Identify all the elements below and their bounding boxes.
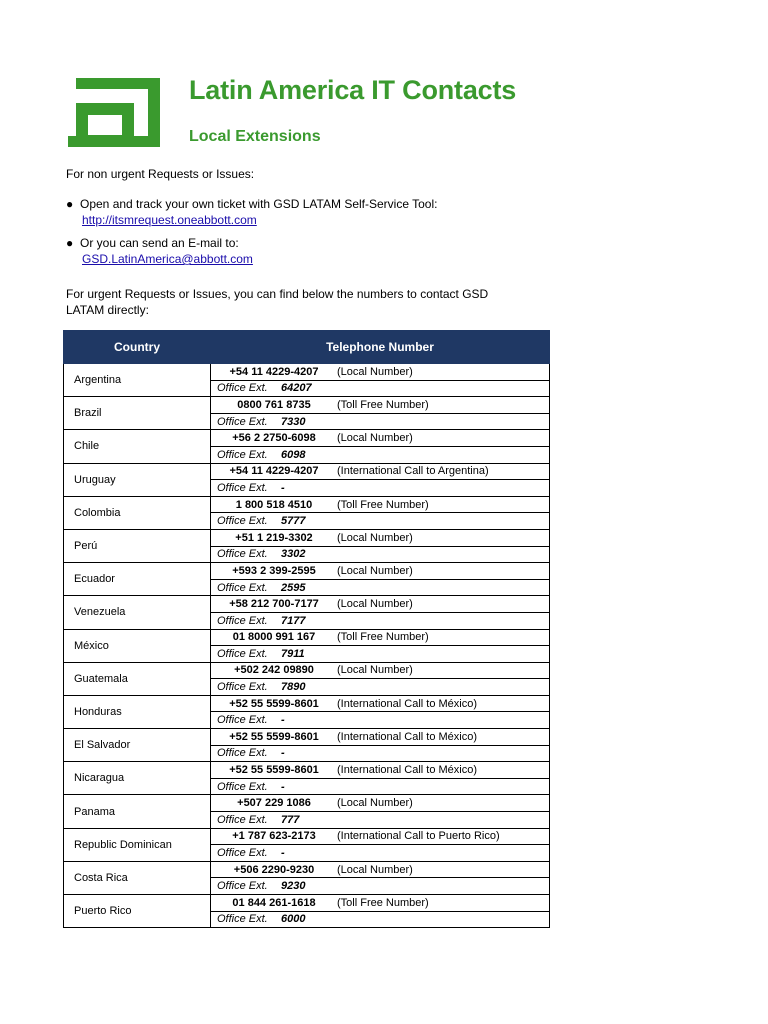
table-row (64, 463, 550, 480)
table-row (64, 729, 550, 746)
phone-cell (211, 596, 550, 613)
country-cell: Guatemala (64, 662, 211, 695)
ext-label: Office Ext. (217, 847, 268, 860)
ext-label: Office Ext. (217, 481, 268, 494)
table-row (64, 496, 550, 513)
country-cell: Uruguay (64, 463, 211, 496)
phone-number: +54 11 4229-4207 (229, 465, 319, 478)
page-title: Latin America IT Contacts (189, 75, 517, 105)
phone-number: +58 212 700-7177 (229, 598, 319, 611)
phone-note: (International Call to México) (337, 764, 478, 777)
phone-number: 01 8000 991 167 (232, 631, 316, 644)
country-cell: Perú (64, 529, 211, 562)
urgent-intro: For urgent Requests or Issues, you can find below the numbers to contact GSD LATAM directly: (66, 287, 489, 317)
ext-cell (211, 745, 550, 762)
ext-cell (211, 513, 550, 530)
phone-cell (211, 430, 550, 447)
ext-label: Office Ext. (217, 880, 268, 893)
phone-cell (211, 463, 550, 480)
ext-value: 5777 (281, 515, 306, 528)
phone-number: +507 229 1086 (237, 797, 311, 810)
phone-number: +54 11 4229-4207 (229, 365, 319, 378)
table-row (64, 563, 550, 580)
ext-cell (211, 446, 550, 463)
phone-note: (International Call to México) (337, 730, 478, 743)
ext-value: - (281, 714, 285, 727)
contacts-table (63, 330, 550, 928)
ext-label: Office Ext. (217, 448, 268, 461)
phone-cell (211, 496, 550, 513)
phone-cell (211, 762, 550, 779)
table-row (64, 861, 550, 878)
table-row (64, 662, 550, 679)
ext-value: 6000 (281, 913, 306, 926)
country-cell: México (64, 629, 211, 662)
phone-number: +1 787 623-2173 (232, 830, 316, 843)
col-country-header: Country (64, 331, 211, 364)
ext-cell (211, 712, 550, 729)
ext-label: Office Ext. (217, 647, 268, 660)
abbott-logo-icon (68, 74, 168, 151)
ext-label: Office Ext. (217, 681, 268, 694)
table-header-row (64, 331, 550, 364)
phone-note: (Local Number) (337, 432, 413, 445)
country-cell: Panama (64, 795, 211, 828)
ext-cell (211, 679, 550, 696)
phone-number: +52 55 5599-8601 (229, 730, 319, 743)
phone-note: (Local Number) (337, 664, 413, 677)
ext-label: Office Ext. (217, 913, 268, 926)
non-urgent-intro: For non urgent Requests or Issues: (66, 167, 255, 181)
ext-cell (211, 646, 550, 663)
country-cell: Puerto Rico (64, 895, 211, 928)
table-row (64, 795, 550, 812)
bullet-self-service-text: Open and track your own ticket with GSD LATAM Self-Service Tool: (80, 197, 438, 211)
phone-cell (211, 397, 550, 414)
ext-label: Office Ext. (217, 780, 268, 793)
ext-cell (211, 579, 550, 596)
phone-cell (211, 529, 550, 546)
phone-cell (211, 629, 550, 646)
phone-note: (International Call to México) (337, 697, 478, 710)
phone-number: +52 55 5599-8601 (229, 697, 319, 710)
bullet-icon: ● (66, 236, 74, 250)
ext-value: 7890 (281, 681, 306, 694)
phone-note: (Toll Free Number) (337, 631, 429, 644)
bullet-email-text: Or you can send an E-mail to: (80, 236, 239, 250)
ext-cell (211, 612, 550, 629)
ext-value: - (281, 847, 285, 860)
ext-value: - (281, 747, 285, 760)
country-cell: Brazil (64, 397, 211, 430)
bullet-email (66, 235, 253, 267)
phone-note: (Local Number) (337, 365, 413, 378)
country-cell: Honduras (64, 695, 211, 728)
table-row (64, 762, 550, 779)
table-row (64, 895, 550, 912)
ext-value: 64207 (281, 382, 312, 395)
ext-label: Office Ext. (217, 813, 268, 826)
phone-note: (Local Number) (337, 863, 413, 876)
phone-number: +56 2 2750-6098 (232, 432, 316, 445)
table-row (64, 364, 550, 381)
phone-cell (211, 364, 550, 381)
ext-label: Office Ext. (217, 714, 268, 727)
ext-cell (211, 878, 550, 895)
ext-label: Office Ext. (217, 382, 268, 395)
phone-number: +506 2290-9230 (233, 863, 315, 876)
phone-cell (211, 729, 550, 746)
phone-number: +51 1 219-3302 (235, 531, 313, 544)
phone-note: (Toll Free Number) (337, 398, 429, 411)
ext-cell (211, 380, 550, 397)
phone-number: 01 844 261-1618 (232, 896, 316, 909)
phone-cell (211, 795, 550, 812)
ext-cell (211, 480, 550, 497)
self-service-link[interactable]: http://itsmrequest.oneabbott.com (82, 213, 257, 227)
phone-number: 1 800 518 4510 (235, 498, 313, 511)
phone-note: (Local Number) (337, 797, 413, 810)
ext-value: 7911 (281, 647, 305, 660)
ext-value: 777 (281, 813, 300, 826)
table-row (64, 629, 550, 646)
contacts-table-body (64, 364, 550, 928)
ext-cell (211, 778, 550, 795)
country-cell: Nicaragua (64, 762, 211, 795)
ext-cell (211, 845, 550, 862)
ext-value: - (281, 780, 285, 793)
table-row (64, 529, 550, 546)
table-row (64, 397, 550, 414)
phone-cell (211, 861, 550, 878)
table-row (64, 430, 550, 447)
phone-number: +52 55 5599-8601 (229, 764, 319, 777)
country-cell: Venezuela (64, 596, 211, 629)
table-row (64, 695, 550, 712)
country-cell: Argentina (64, 364, 211, 397)
ext-value: 9230 (281, 880, 306, 893)
country-cell: El Salvador (64, 729, 211, 762)
ext-label: Office Ext. (217, 747, 268, 760)
bullet-self-service (66, 196, 437, 228)
phone-note: (International Call to Argentina) (337, 465, 489, 478)
ext-cell (211, 812, 550, 829)
ext-label: Office Ext. (217, 614, 268, 627)
ext-cell (211, 546, 550, 563)
table-row (64, 596, 550, 613)
ext-label: Office Ext. (217, 581, 268, 594)
bullet-icon: ● (66, 197, 74, 211)
ext-label: Office Ext. (217, 415, 268, 428)
phone-note: (International Call to Puerto Rico) (337, 830, 500, 843)
ext-cell (211, 911, 550, 928)
ext-value: 6098 (281, 448, 306, 461)
ext-value: 3302 (281, 548, 306, 561)
col-phone-header: Telephone Number (211, 331, 550, 364)
phone-number: +593 2 399-2595 (232, 564, 316, 577)
ext-value: - (281, 481, 285, 494)
phone-note: (Local Number) (337, 598, 413, 611)
ext-value: 7330 (281, 415, 306, 428)
phone-note: (Local Number) (337, 564, 413, 577)
ext-value: 7177 (281, 614, 306, 627)
phone-cell (211, 662, 550, 679)
phone-cell (211, 563, 550, 580)
phone-number: +502 242 09890 (234, 664, 314, 677)
ext-label: Office Ext. (217, 548, 268, 561)
country-cell: Colombia (64, 496, 211, 529)
email-link[interactable]: GSD.LatinAmerica@abbott.com (82, 252, 253, 266)
country-cell: Ecuador (64, 563, 211, 596)
phone-note: (Toll Free Number) (337, 498, 429, 511)
country-cell: Costa Rica (64, 861, 211, 894)
ext-cell (211, 413, 550, 430)
phone-number: 0800 761 8735 (237, 398, 311, 411)
phone-note: (Toll Free Number) (337, 896, 429, 909)
phone-note: (Local Number) (337, 531, 413, 544)
table-row (64, 828, 550, 845)
phone-cell (211, 828, 550, 845)
country-cell: Chile (64, 430, 211, 463)
phone-cell (211, 895, 550, 912)
ext-label: Office Ext. (217, 515, 268, 528)
page-subtitle: Local Extensions (189, 128, 321, 145)
ext-value: 2595 (281, 581, 306, 594)
country-cell: Republic Dominican (64, 828, 211, 861)
phone-cell (211, 695, 550, 712)
